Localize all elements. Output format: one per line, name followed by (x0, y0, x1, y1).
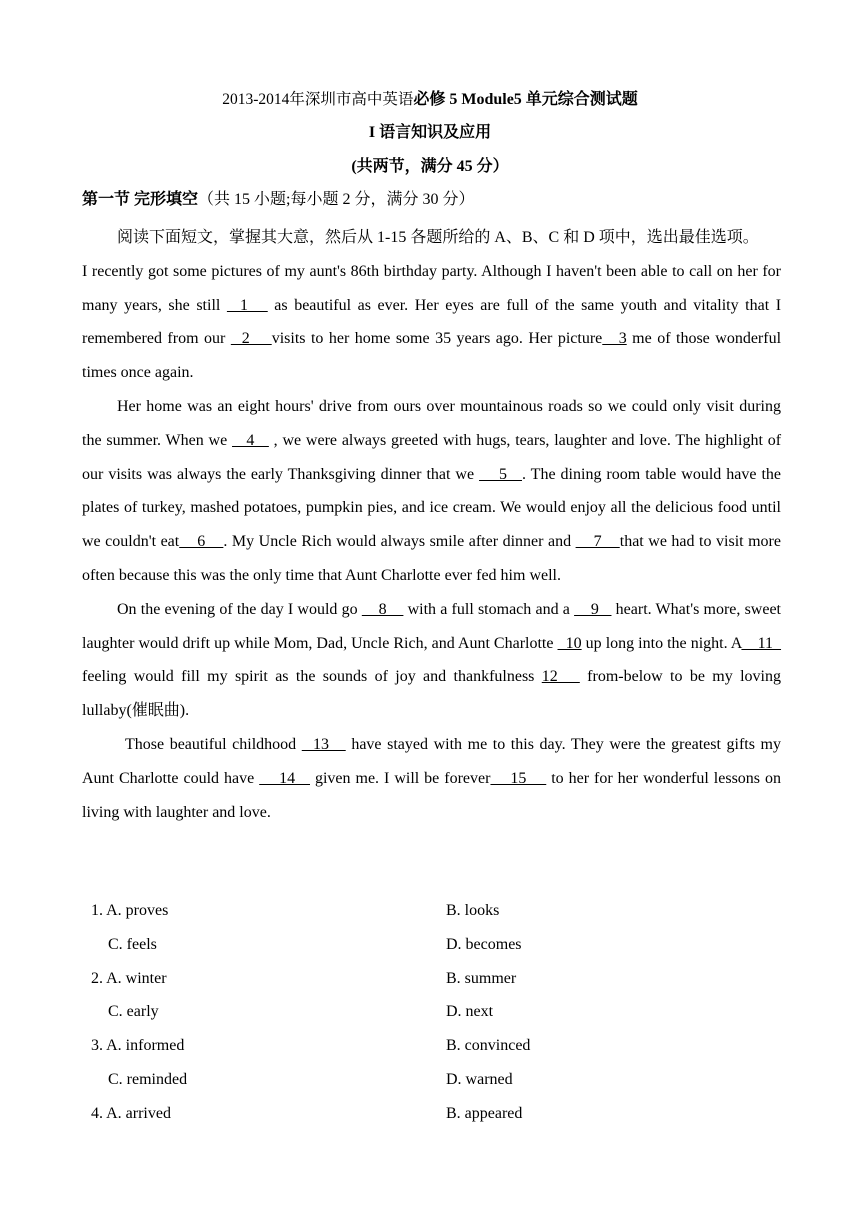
part-heading: I 语言知识及应用 (368, 124, 492, 141)
paragraph-3 (82, 593, 781, 728)
text: to her for her wonderful lessons on living with laughter and love. (82, 769, 782, 821)
paragraph-1 (82, 255, 781, 390)
option-row (82, 1063, 781, 1097)
section-heading (82, 188, 474, 212)
option-row (82, 962, 781, 996)
section-label: 第一节 完形填空 (82, 191, 199, 208)
option-left: C. feels (108, 935, 157, 953)
text: Those beautiful childhood (125, 735, 302, 753)
blank-1: 1 (226, 296, 268, 314)
paragraph-4 (82, 728, 781, 829)
text: heart. What's more, sweet laughter would drift up while Mom, Dad, Uncle Rich, and Aunt Charlotte (82, 600, 782, 652)
passage-body (82, 221, 781, 829)
section-note: （共 15 小题;每小题 2 分，满分 30 分） (198, 191, 475, 208)
option-left: 3. A. informed (91, 1037, 185, 1055)
option-right: D. next (446, 1003, 494, 1021)
text: given me. I will be forever (310, 769, 491, 787)
document-title (0, 88, 860, 112)
blank-8: 8 (361, 600, 404, 618)
blank-12: 12 (541, 668, 580, 686)
blank-10: 10 (557, 634, 582, 652)
text: , we were always greeted with hugs, tears, laughter and love. The highlight of our visits was always the early Thanksgiving dinner that we (82, 431, 782, 483)
option-row (82, 894, 781, 928)
part-note: (共两节，满分 45 分） (351, 158, 509, 175)
instructions: 阅读下面短文，掌握其大意，然后从 1-15 各题所给的 A、B、C 和 D 项中，选出最佳选项。 (117, 229, 759, 246)
option-left: C. reminded (108, 1070, 188, 1088)
blank-7: 7 (575, 533, 620, 551)
text: from-below to be my loving lullaby(催眠曲). (82, 668, 781, 720)
option-row (82, 1029, 781, 1063)
option-left: C. early (108, 1003, 159, 1021)
text: visits to her home some 35 years ago. Her picture (271, 330, 603, 348)
option-left: 4. A. arrived (91, 1104, 171, 1122)
blank-9: 9 (574, 600, 612, 618)
option-right: D. warned (446, 1070, 513, 1088)
option-right: B. looks (446, 902, 500, 919)
title-prefix: 2013-2014年深圳市高中英语 (222, 91, 414, 108)
option-row (82, 995, 781, 1029)
text: feeling would fill my spirit as the sounds of joy and thankfulness (82, 668, 542, 686)
answer-options (82, 894, 781, 1131)
text: . My Uncle Rich would always smile after dinner and (223, 533, 576, 551)
text: with a full stomach and a (403, 600, 575, 618)
option-right: B. summer (446, 969, 517, 987)
blank-14: 14 (259, 769, 310, 787)
text: Her home was an eight hours' drive from ours over mountainous roads so we could only visit during the summer. When we (82, 397, 781, 449)
title-bold: 必修 5 Module5 单元综合测试题 (413, 91, 638, 108)
text: On the evening of the day I would go (117, 600, 362, 618)
text: . The dining room table would have the plates of turkey, mashed potatoes, pumpkin pies, and ice cream. We would enjoy all the delicious food until we couldn't eat (82, 465, 781, 551)
text: I recently got some pictures of my aunt's 86th birthday party. Although I haven't been able to call on her for many years, she still (82, 262, 781, 314)
blank-4: 4 (232, 431, 269, 449)
option-row (82, 1097, 781, 1131)
option-left: 2. A. winter (91, 969, 167, 987)
text: that we had to visit more often because this was the only time that Aunt Charlotte ever fed him well. (82, 533, 781, 584)
text: as beautiful as ever. Her eyes are full of the same youth and vitality that I remembered from our (82, 296, 782, 348)
option-row (82, 928, 781, 962)
blank-11: 11 (741, 634, 782, 652)
text: me of those wonderful times once again. (82, 330, 782, 382)
text: up long into the night. A (581, 634, 742, 652)
option-right: B. convinced (446, 1037, 531, 1055)
blank-15: 15 (490, 769, 547, 787)
paragraph-2 (82, 390, 781, 593)
blank-3: 3 (602, 330, 627, 348)
option-left: 1. A. proves (91, 902, 169, 919)
option-right: D. becomes (446, 935, 522, 953)
blank-2: 2 (230, 330, 272, 348)
blank-13: 13 (301, 735, 346, 753)
blank-5: 5 (479, 465, 522, 483)
text: have stayed with me to this day. They were the greatest gifts my Aunt Charlotte could have (82, 735, 781, 787)
option-right: B. appeared (446, 1104, 523, 1122)
blank-6: 6 (179, 533, 224, 551)
